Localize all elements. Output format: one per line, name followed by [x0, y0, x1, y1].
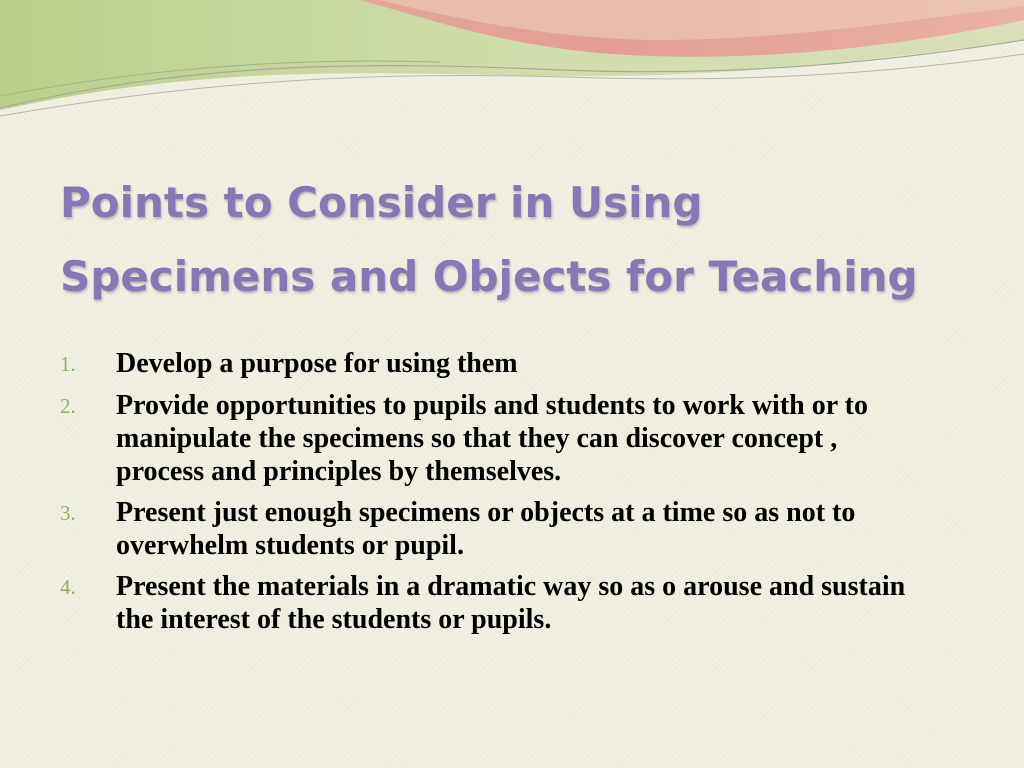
- points-list: [60, 347, 920, 644]
- list-number: 4.: [60, 575, 76, 599]
- decorative-wave-banner: [0, 0, 1024, 130]
- title-line-1: Points to Consider in Using: [60, 178, 703, 227]
- list-item: [60, 496, 920, 562]
- slide-title: [60, 166, 960, 314]
- list-item: [60, 570, 920, 636]
- list-item: [60, 389, 920, 488]
- list-item: [60, 347, 920, 381]
- list-text: Present the materials in a dramatic way so as o arouse and sustain the interest of the students or pupils.: [116, 571, 906, 635]
- list-number: 1.: [60, 352, 76, 376]
- list-number: 2.: [60, 394, 76, 418]
- list-text: Develop a purpose for using them: [116, 348, 518, 379]
- list-number: 3.: [60, 501, 76, 525]
- title-line-2: Specimens and Objects for Teaching: [60, 252, 918, 301]
- list-text: Present just enough specimens or objects at a time so as not to overwhelm students or pupil.: [116, 497, 856, 561]
- list-text: Provide opportunities to pupils and students to work with or to manipulate the specimens so that they can discover concept , process and principles by themselves.: [116, 390, 868, 487]
